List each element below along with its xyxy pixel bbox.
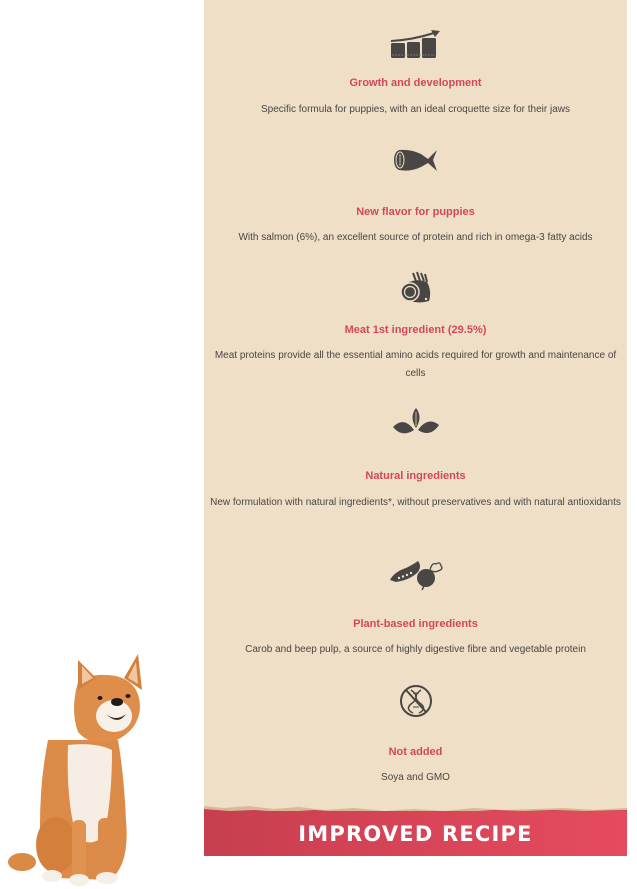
feature-description: Specific formula for puppies, with an ideal croquette size for their jaws: [260, 104, 571, 115]
feature-title: Meat 1st ingredient (29.5%): [344, 324, 487, 336]
leaves-icon: [392, 408, 440, 436]
feature-title: Natural ingredients: [365, 470, 466, 482]
feature-title: Plant-based ingredients: [353, 618, 478, 630]
feature-new-flavor: [204, 130, 627, 255]
feature-description: With salmon (6%), an excellent source of protein and rich in omega-3 fatty acids: [238, 232, 593, 243]
feature-growth: [204, 0, 627, 125]
banner-label: IMPROVED RECIPE: [298, 821, 533, 846]
feature-title: Not added: [388, 746, 443, 758]
pea-pod-beet-icon: [388, 558, 444, 590]
salmon-fish-icon: [393, 146, 439, 174]
growth-chart-icon: [390, 30, 442, 60]
feature-description: New formulation with natural ingredients*, without preservatives and with natural antioxidants: [210, 497, 621, 508]
shiba-puppy-image: [0, 650, 160, 889]
feature-description: Carob and beep pulp, a source of highly digestive fibre and vegetable protein: [245, 644, 586, 655]
no-gmo-dna-icon: [399, 684, 433, 718]
feature-description: Soya and GMO: [381, 772, 450, 783]
feature-plant-based: [204, 540, 627, 670]
feature-meat-first: [204, 260, 627, 390]
feature-description: Meat proteins provide all the essential amino acids required for growth and maintenance of cells: [214, 350, 617, 379]
feature-title: Growth and development: [349, 77, 482, 89]
improved-recipe-banner: [204, 811, 627, 856]
feature-title: New flavor for puppies: [356, 206, 475, 218]
feature-not-added: [204, 670, 627, 795]
meat-cut-icon: [399, 271, 433, 305]
feature-natural: [204, 390, 627, 540]
